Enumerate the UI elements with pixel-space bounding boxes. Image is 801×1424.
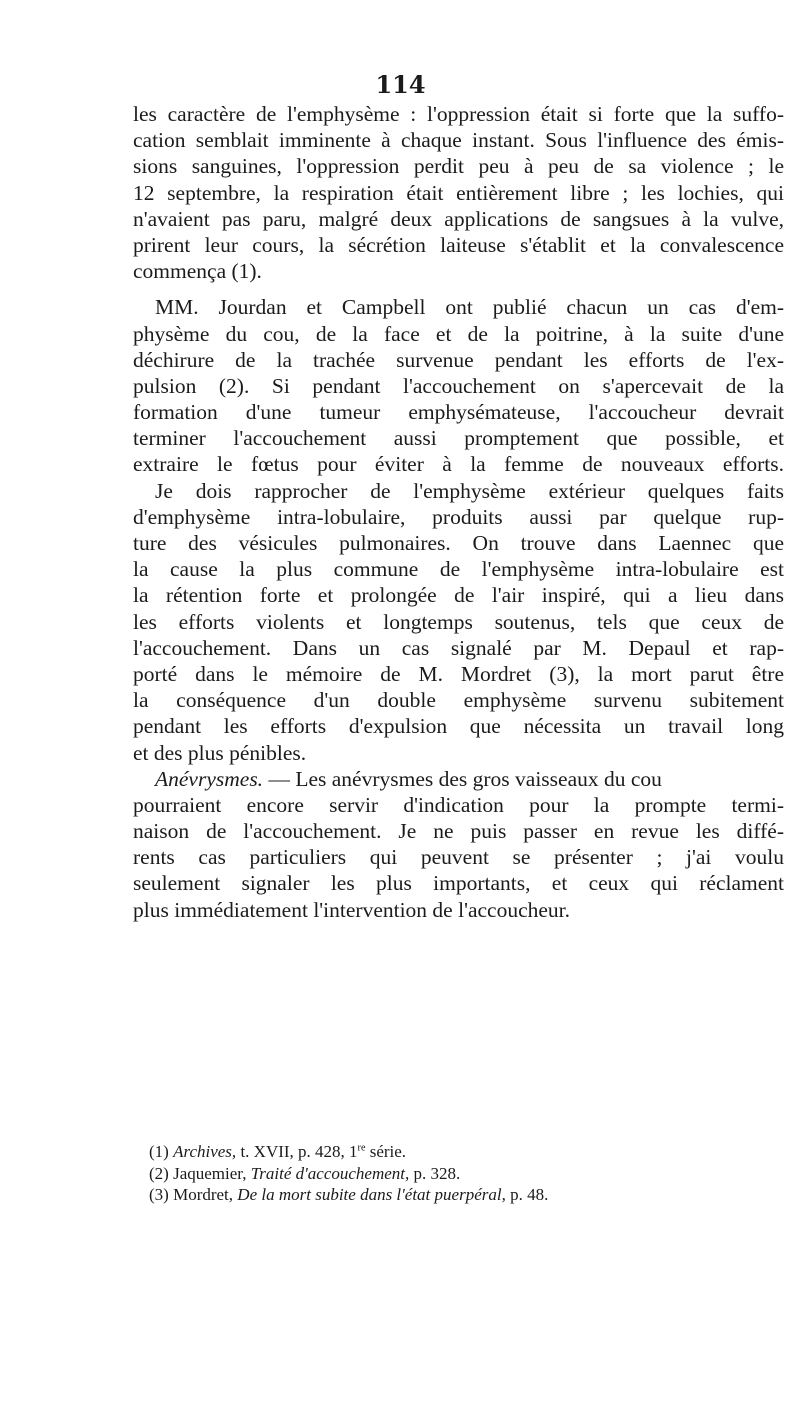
body-text bbox=[133, 101, 784, 923]
footnote-text: série. bbox=[365, 1142, 407, 1161]
paragraph bbox=[133, 478, 784, 766]
footnote-text: t. XVII, p. 428, 1 bbox=[236, 1142, 358, 1161]
text-line: terminer l'accouchement aussi promptement que possible, et bbox=[133, 426, 784, 451]
text-line: sions sanguines, l'oppression perdit peu à peu de sa violence ; le bbox=[133, 154, 784, 179]
text-line: porté dans le mémoire de M. Mordret (3), la mort parut être bbox=[133, 661, 784, 686]
text-line: déchirure de la trachée survenue pendant les efforts de l'ex- bbox=[133, 347, 784, 372]
text-line: l'accouchement. Dans un cas signalé par M. Depaul et rap- bbox=[133, 635, 784, 660]
footnote bbox=[133, 1141, 784, 1163]
paragraph bbox=[133, 294, 784, 477]
text-line: prirent leur cours, la sécrétion laiteuse s'établit et la convalescence bbox=[133, 232, 784, 257]
text-line: les efforts violents et longtemps soutenus, tels que ceux de bbox=[133, 609, 784, 634]
footnote-source: Archives, bbox=[173, 1142, 237, 1161]
section-heading: Anévrysmes. bbox=[155, 766, 264, 791]
text-line: les caractère de l'emphysème : l'oppression était si forte que la suffo- bbox=[133, 102, 784, 126]
text-line: 12 septembre, la respiration était entièrement libre ; les lochies, qui bbox=[133, 180, 784, 205]
text-span: — Les anévrysmes des gros vaisseaux du cou bbox=[263, 766, 662, 791]
text-line: la conséquence d'un double emphysème survenu subitement bbox=[133, 688, 784, 713]
footnote-marker: (3) bbox=[149, 1185, 169, 1204]
paragraph bbox=[133, 101, 784, 284]
text-line: cation semblait imminente à chaque instant. Sous l'influence des émis- bbox=[133, 128, 784, 153]
text-line: Je dois rapprocher de l'emphysème extérieur quelques faits bbox=[155, 478, 784, 503]
footnote-title: De la mort subite dans l'état puerpéral, bbox=[237, 1185, 506, 1204]
text-line bbox=[133, 766, 784, 792]
text-line: pendant les efforts d'expulsion que nécessita un travail long bbox=[133, 714, 784, 739]
text-line: MM. Jourdan et Campbell ont publié chacun un cas d'em- bbox=[155, 295, 784, 320]
text-line: naison de l'accouchement. Je ne puis passer en revue les diffé- bbox=[133, 819, 784, 844]
page-number: 114 bbox=[375, 70, 426, 99]
text-line: ture des vésicules pulmonaires. On trouve dans Laennec que bbox=[133, 531, 784, 555]
footnote-marker: (1) bbox=[149, 1142, 169, 1161]
text-line: d'emphysème intra-lobulaire, produits aussi par quelque rup- bbox=[133, 504, 784, 529]
text-line: extraire le fœtus pour éviter à la femme de nouveaux efforts. bbox=[133, 452, 784, 477]
text-line: la rétention forte et prolongée de l'air inspiré, qui a lieu dans bbox=[133, 583, 784, 608]
text-line: rents cas particuliers qui peuvent se présenter ; j'ai voulu bbox=[133, 845, 784, 870]
text-line: plus immédiatement l'intervention de l'accoucheur. bbox=[133, 897, 571, 922]
text-line: physème du cou, de la face et de la poitrine, à la suite d'une bbox=[133, 321, 784, 346]
text-line: commença (1). bbox=[133, 259, 262, 284]
text-line: la cause la plus commune de l'emphysème intra-lobulaire est bbox=[133, 557, 784, 582]
footnote-author: Mordret, bbox=[173, 1185, 234, 1204]
footnote-author: Jaquemier, bbox=[173, 1163, 247, 1183]
text-line: pourraient encore servir d'indication pour la prompte termi- bbox=[133, 792, 784, 817]
footnote-title: Traité d'accouchement, bbox=[250, 1163, 410, 1183]
text-line: formation d'une tumeur emphysémateuse, l'accoucheur devrait bbox=[133, 400, 784, 425]
footnote-marker: (2) bbox=[149, 1163, 169, 1183]
footnote-superscript: re bbox=[357, 1142, 366, 1154]
footnote bbox=[133, 1184, 784, 1206]
footnote-text: p. 328. bbox=[409, 1163, 461, 1183]
paragraph bbox=[133, 766, 784, 923]
text-line: seulement signaler les plus importants, et ceux qui réclament bbox=[133, 871, 784, 896]
footnote bbox=[133, 1163, 784, 1185]
footnotes bbox=[133, 1141, 784, 1206]
text-line: pulsion (2). Si pendant l'accouchement on s'apercevait de la bbox=[133, 373, 784, 398]
text-line: n'avaient pas paru, malgré deux applications de sangsues à la vulve, bbox=[133, 206, 784, 231]
footnote-text: p. 48. bbox=[505, 1185, 549, 1204]
text-line: et des plus pénibles. bbox=[133, 740, 307, 765]
